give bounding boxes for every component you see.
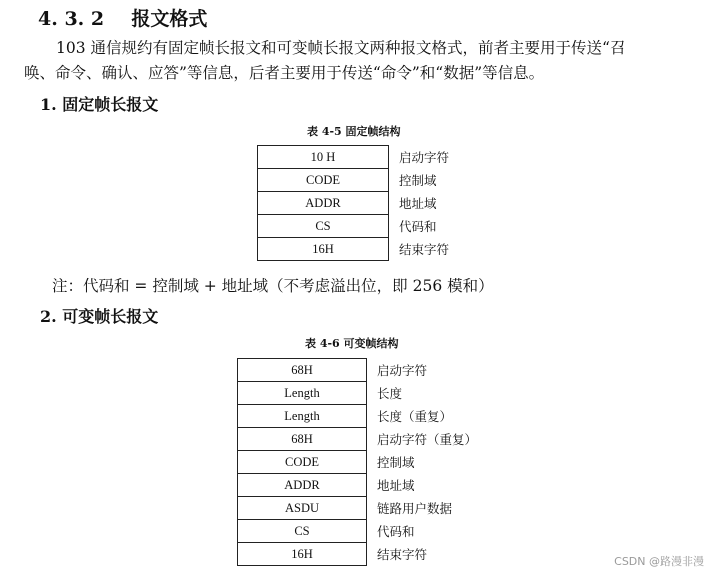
field-cell: Length [238,405,367,428]
field-description: 地址域 [377,478,415,493]
field-cell: Length [238,382,367,405]
table-row [258,215,450,238]
field-description: 代码和 [399,219,437,234]
field-description: 代码和 [377,524,415,539]
table-row [238,382,478,405]
section-title: 报文格式 [131,8,208,30]
variable-frame-table [237,358,478,566]
field-cell: ADDR [238,474,367,497]
table-row [258,192,450,215]
field-cell: 16H [238,543,367,566]
fixed-frame-heading: 1. 固定帧长报文 [40,95,159,114]
table-row [258,169,450,192]
table-row [238,520,478,543]
field-description: 长度（重复） [377,409,453,424]
table-row [238,405,478,428]
watermark: CSDN @路漫非漫 [614,555,704,568]
variable-frame-heading: 2. 可变帧长报文 [40,307,159,326]
table-row [238,451,478,474]
field-cell: 68H [238,428,367,451]
intro-line-2: 唤、命令、确认、应答”等信息，后者主要用于传送“命令”和“数据”等信息。 [24,64,545,82]
field-cell: CODE [238,451,367,474]
field-description: 结束字符 [399,242,450,257]
table-row [238,543,478,566]
table-row [238,474,478,497]
intro-paragraph [24,36,704,86]
field-description: 链路用户数据 [377,501,453,516]
field-cell: 68H [238,359,367,382]
section-heading [38,4,207,31]
field-description: 控制域 [399,173,437,188]
field-description: 启动字符（重复） [377,432,478,447]
checksum-note: 注：代码和 = 控制域 + 地址域（不考虑溢出位，即 256 模和） [52,277,494,295]
section-number: 4. 3. 2 [38,8,105,30]
fixed-table-caption: 表 4-5 固定帧结构 [307,125,401,138]
field-description: 长度 [377,386,403,401]
table-row [258,238,450,261]
field-cell: ASDU [238,497,367,520]
field-description: 结束字符 [377,547,428,562]
field-cell: CODE [258,169,389,192]
field-description: 控制域 [377,455,415,470]
field-description: 启动字符 [377,363,428,378]
field-cell: 16H [258,238,389,261]
table-row [238,428,478,451]
intro-line-1: 103 通信规约有固定帧长报文和可变帧长报文两种报文格式，前者主要用于传送“召 [56,39,626,57]
field-cell: ADDR [258,192,389,215]
variable-table-caption: 表 4-6 可变帧结构 [305,337,399,350]
table-row [238,497,478,520]
field-cell: 10 H [258,146,389,169]
table-row [258,146,450,169]
field-description: 地址域 [399,196,437,211]
field-cell: CS [258,215,389,238]
field-description: 启动字符 [399,150,450,165]
fixed-frame-table [257,145,450,261]
table-row [238,359,478,382]
field-cell: CS [238,520,367,543]
